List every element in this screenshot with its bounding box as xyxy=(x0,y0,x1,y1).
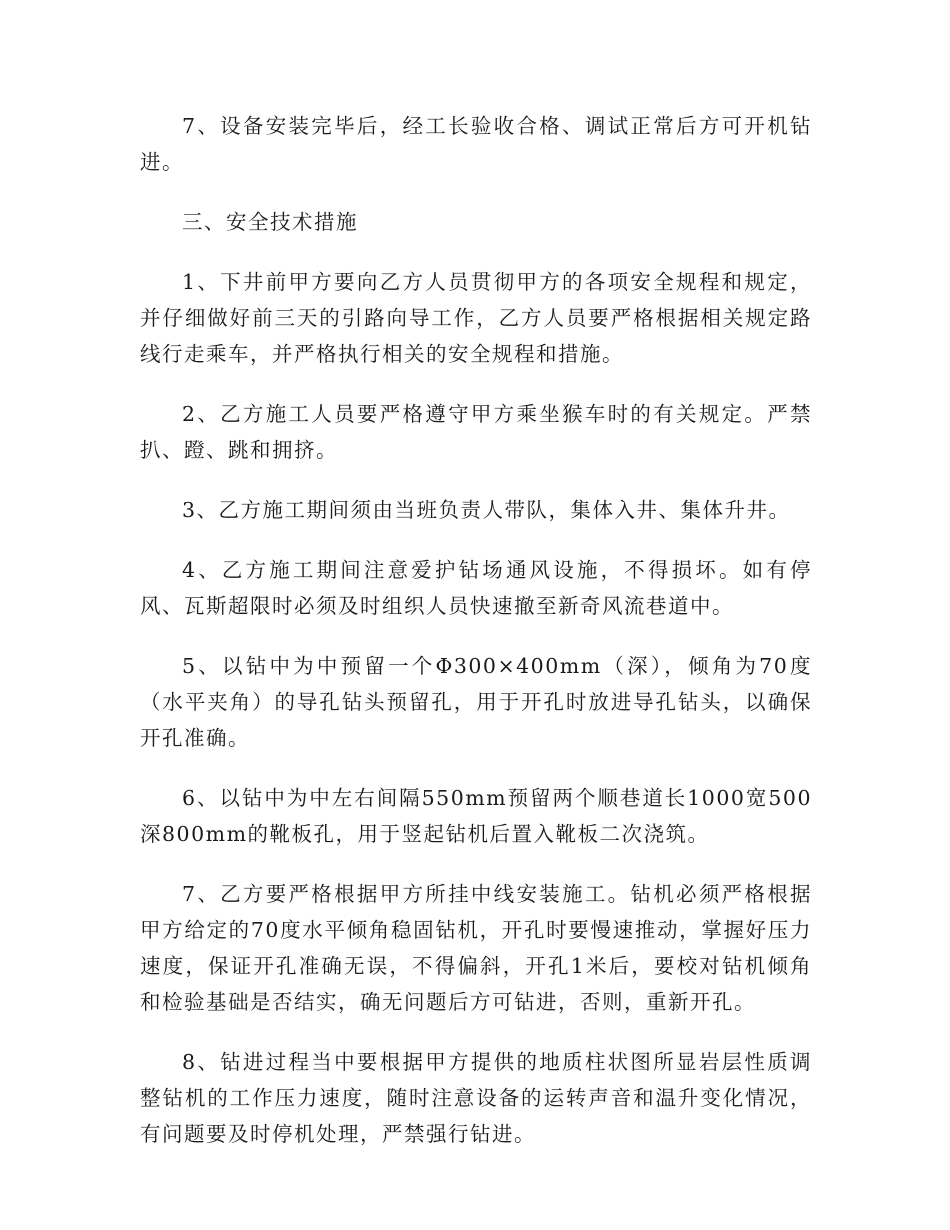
paragraph-safety-1: 1、下井前甲方要向乙方人员贯彻甲方的各项安全规程和规定，并仔细做好前三天的引路向导工作，乙方人员要严格根据相关规定路线行走乘车，并严格执行相关的安全规程和措施。 xyxy=(140,270,812,366)
paragraph-safety-6: 6、以钻中为中左右间隔550mm预留两个顺巷道长1000宽500深800mm的靴板孔，用于竖起钻机后置入靴板二次浇筑。 xyxy=(140,786,812,846)
paragraph-safety-4: 4、乙方施工期间注意爱护钻场通风设施，不得损坏。如有停风、瓦斯超限时必须及时组织人员快速撤至新奇风流巷道中。 xyxy=(140,558,812,618)
paragraph-safety-8: 8、钻进过程当中要根据甲方提供的地质柱状图所显岩层性质调整钻机的工作压力速度，随时注意设备的运转声音和温升变化情况，有问题要及时停机处理，严禁强行钻进。 xyxy=(140,1050,812,1146)
paragraph-equipment-acceptance: 7、设备安装完毕后，经工长验收合格、调试正常后方可开机钻进。 xyxy=(140,114,812,174)
paragraph-safety-2: 2、乙方施工人员要严格遵守甲方乘坐猴车时的有关规定。严禁扒、蹬、跳和拥挤。 xyxy=(140,402,812,462)
paragraph-safety-3: 3、乙方施工期间须由当班负责人带队，集体入井、集体升井。 xyxy=(182,498,791,522)
section-heading-safety-measures: 三、安全技术措施 xyxy=(182,210,358,234)
paragraph-safety-5: 5、以钻中为中预留一个Φ300×400mm（深），倾角为70度（水平夹角）的导孔钻头预留孔，用于开孔时放进导孔钻头，以确保开孔准确。 xyxy=(140,654,812,750)
paragraph-safety-7: 7、乙方要严格根据甲方所挂中线安装施工。钻机必须严格根据甲方给定的70度水平倾角稳固钻机，开孔时要慢速推动，掌握好压力速度，保证开孔准确无误，不得偏斜，开孔1米后，要校对钻机倾角和检验基础是否结实，确无问题后方可钻进，否则，重新开孔。 xyxy=(140,882,812,1014)
document-body xyxy=(140,108,812,1176)
